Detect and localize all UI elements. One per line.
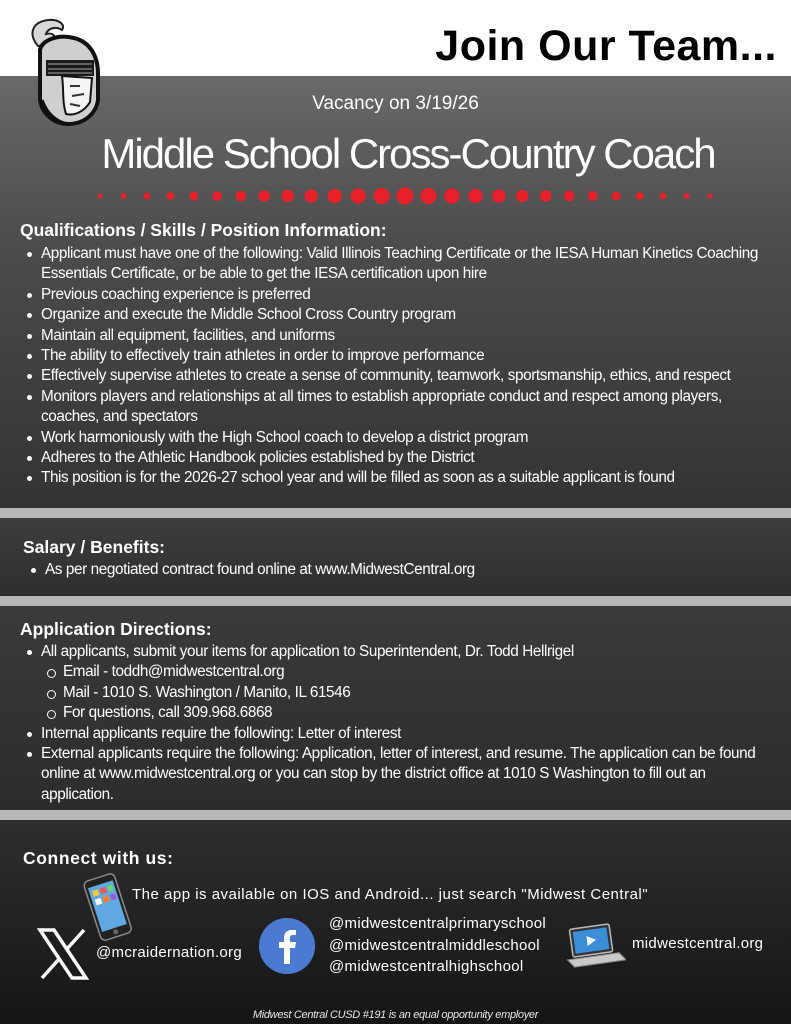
contact-phone: For questions, call 309.968.6868 (21, 703, 771, 723)
footer-disclaimer: Midwest Central CUSD #191 is an equal opportunity employer (252, 1009, 539, 1021)
facebook-handles (329, 913, 546, 978)
decorative-dot (144, 193, 151, 200)
decorative-dot (540, 190, 551, 201)
list-item: The ability to effectively train athletes in order to improve performance (21, 346, 781, 366)
decorative-dot (397, 188, 414, 205)
connect-heading: Connect with us: (23, 848, 174, 868)
list-item: Applicant must have one of the following: Valid Illinois Teaching Certificate or the IESA Human Kinetics Coaching Essentials Certificate, or be able to get the IESA certification upon hire (21, 244, 781, 285)
application-list (21, 642, 771, 805)
divider (0, 508, 791, 518)
decorative-dot (564, 191, 575, 202)
list-item: Effectively supervise athletes to create a sense of community, teamwork, sportsmanship, ethics, and respect (21, 366, 781, 386)
list-item: Maintain all equipment, facilities, and uniforms (21, 326, 781, 346)
list-item: This position is for the 2026-27 school year and will be filled as soon as a suitable applicant is found (21, 468, 781, 488)
decorative-dot (328, 189, 342, 203)
decorative-dot (98, 194, 103, 199)
application-heading: Application Directions: (20, 619, 212, 639)
decorative-dot (468, 189, 482, 203)
decorative-dot (420, 188, 436, 204)
laptop-icon (564, 920, 626, 974)
divider (0, 596, 791, 606)
contact-email: Email - toddh@midwestcentral.org (21, 662, 771, 682)
list-item: As per negotiated contract found online at www.MidwestCentral.org (25, 560, 765, 580)
salary-heading: Salary / Benefits: (23, 537, 165, 557)
decorative-dot (708, 194, 713, 199)
decorative-dot (305, 189, 318, 202)
decorative-dot (612, 192, 621, 201)
decorative-dot (282, 190, 294, 202)
decorative-dot (259, 190, 270, 201)
contact-mail: Mail - 1010 S. Washington / Manito, IL 61546 (21, 683, 771, 703)
decorative-dot (374, 188, 390, 204)
website-link[interactable]: midwestcentral.org (632, 935, 764, 952)
x-twitter-icon[interactable] (36, 926, 90, 982)
decorative-dot (167, 192, 175, 200)
list-item: Internal applicants require the following: Letter of interest (21, 724, 771, 744)
vacancy-date: Vacancy on 3/19/26 (312, 93, 479, 114)
decorative-dot (351, 188, 366, 203)
decorative-dots-divider (90, 184, 720, 208)
list-item: Adheres to the Athletic Handbook policies established by the District (21, 448, 781, 468)
decorative-dot (588, 191, 598, 201)
decorative-dot (121, 193, 127, 199)
salary-list (25, 560, 765, 580)
app-availability-text: The app is available on IOS and Android... just search "Midwest Central" (132, 886, 649, 903)
facebook-icon[interactable] (259, 918, 315, 974)
decorative-dot (213, 191, 223, 201)
qualifications-heading: Qualifications / Skills / Position Information: (20, 220, 387, 240)
list-item: All applicants, submit your items for application to Superintendent, Dr. Todd Hellrigel (21, 642, 771, 662)
divider (0, 810, 791, 820)
facebook-link[interactable]: @midwestcentralhighschool (329, 958, 524, 975)
facebook-link[interactable]: @midwestcentralmiddleschool (329, 936, 540, 954)
position-title: Middle School Cross-Country Coach (101, 130, 715, 177)
page-title: Join Our Team... (435, 22, 777, 70)
decorative-dot (684, 193, 690, 199)
decorative-dot (516, 190, 528, 202)
list-item: External applicants require the following: Application, letter of interest, and resume. The application can be found online at www.midwestcentral.org or you can stop by the district office at 1010 S Washington to fill out an application. (21, 744, 771, 805)
decorative-dot (444, 188, 459, 203)
decorative-dot (660, 193, 667, 200)
decorative-dot (636, 192, 644, 200)
list-item: Monitors players and relationships at all times to establish appropriate conduct and respect among players, coaches, and spectators (21, 387, 781, 428)
decorative-dot (236, 191, 247, 202)
facebook-link[interactable]: @midwestcentralprimaryschool (329, 915, 547, 932)
x-handle-link[interactable]: @mcraidernation.org (96, 944, 242, 961)
list-item: Organize and execute the Middle School Cross Country program (21, 305, 781, 325)
list-item: Previous coaching experience is preferred (21, 285, 781, 305)
decorative-dot (190, 192, 199, 201)
decorative-dot (492, 189, 505, 202)
list-item: Work harmoniously with the High School coach to develop a district program (21, 428, 781, 448)
qualifications-list (21, 244, 781, 489)
